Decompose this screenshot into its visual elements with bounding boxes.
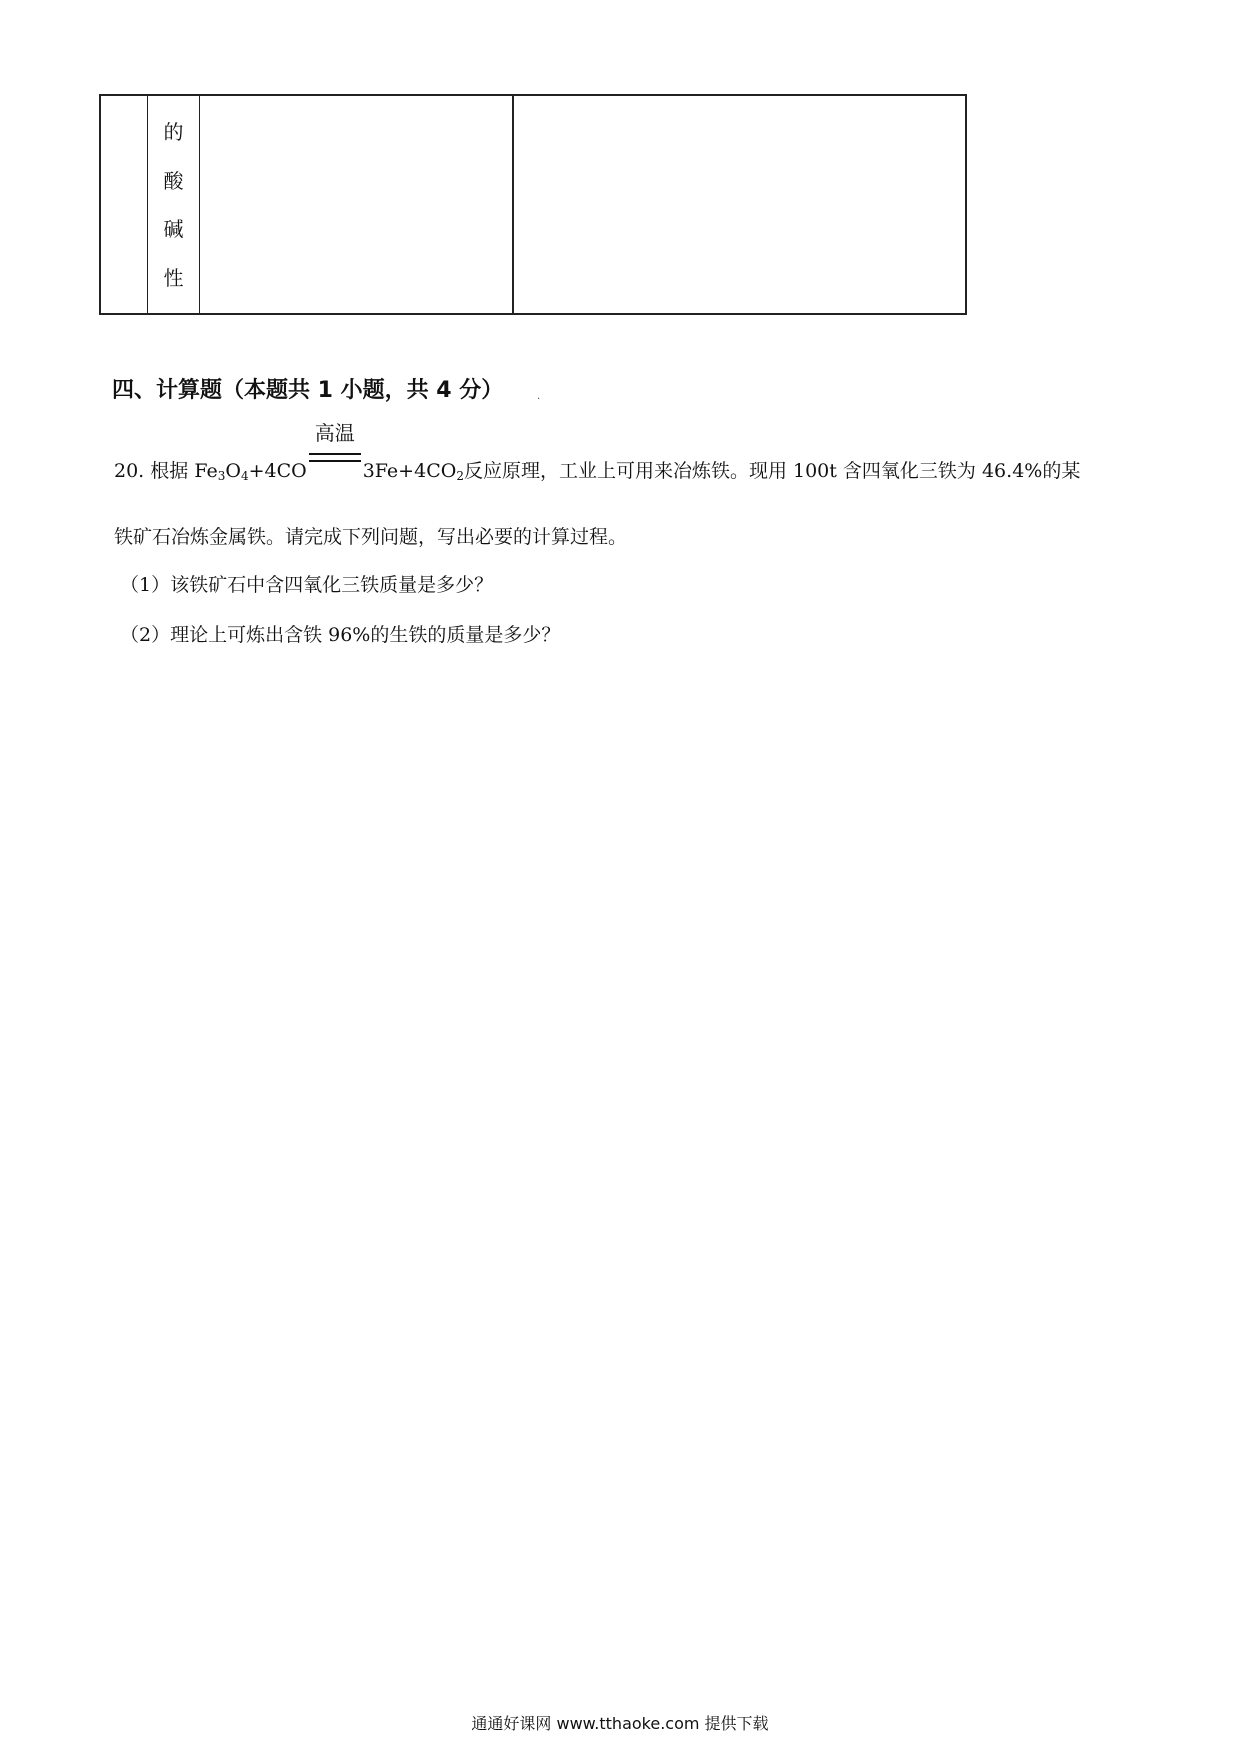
sub-question-2: （2）理论上可炼出含铁 96%的生铁的质量是多少？ <box>120 624 561 646</box>
vertical-label-cell <box>148 96 199 313</box>
section-heading: 四、计算题（本题共 1 小题，共 4 分） <box>112 378 504 403</box>
equals-sign-icon <box>309 453 361 462</box>
sub-question-1: （1）该铁矿石中含四氧化三铁质量是多少？ <box>120 574 494 596</box>
vertical-label-char: 碱 <box>163 217 184 241</box>
subscript: 2 <box>456 469 464 483</box>
reaction-condition <box>309 421 361 477</box>
table-column-divider <box>199 96 200 313</box>
vertical-label-char: 的 <box>163 120 184 144</box>
question-line-2: 铁矿石冶炼金属铁。请完成下列问题，写出必要的计算过程。 <box>114 526 628 548</box>
table-fragment <box>99 94 967 315</box>
condition-label: 高温 <box>314 421 355 445</box>
page-footer: 通通好课网 www.tthaoke.com 提供下载 <box>471 1714 769 1733</box>
vertical-label-char: 酸 <box>163 169 184 193</box>
question-line-1 <box>114 421 1081 485</box>
question-line-1-rest: 反应原理，工业上可用来冶炼铁。现用 100t 含四氧化三铁为 46.4%的某 <box>463 460 1081 482</box>
table-column-divider <box>512 96 514 313</box>
subscript: 3 <box>217 469 226 483</box>
reactant-o: O <box>225 460 241 482</box>
reactant-fe: Fe <box>194 460 218 482</box>
chemical-equation <box>194 421 464 485</box>
reactant-co: +4CO <box>248 460 307 482</box>
product: 3Fe+4CO <box>362 460 457 482</box>
vertical-label-char: 性 <box>163 266 184 290</box>
question-number: 20. <box>114 460 145 482</box>
subscript: 4 <box>240 469 249 483</box>
heading-dot: . <box>537 391 541 402</box>
question-lead: 根据 <box>150 460 189 482</box>
